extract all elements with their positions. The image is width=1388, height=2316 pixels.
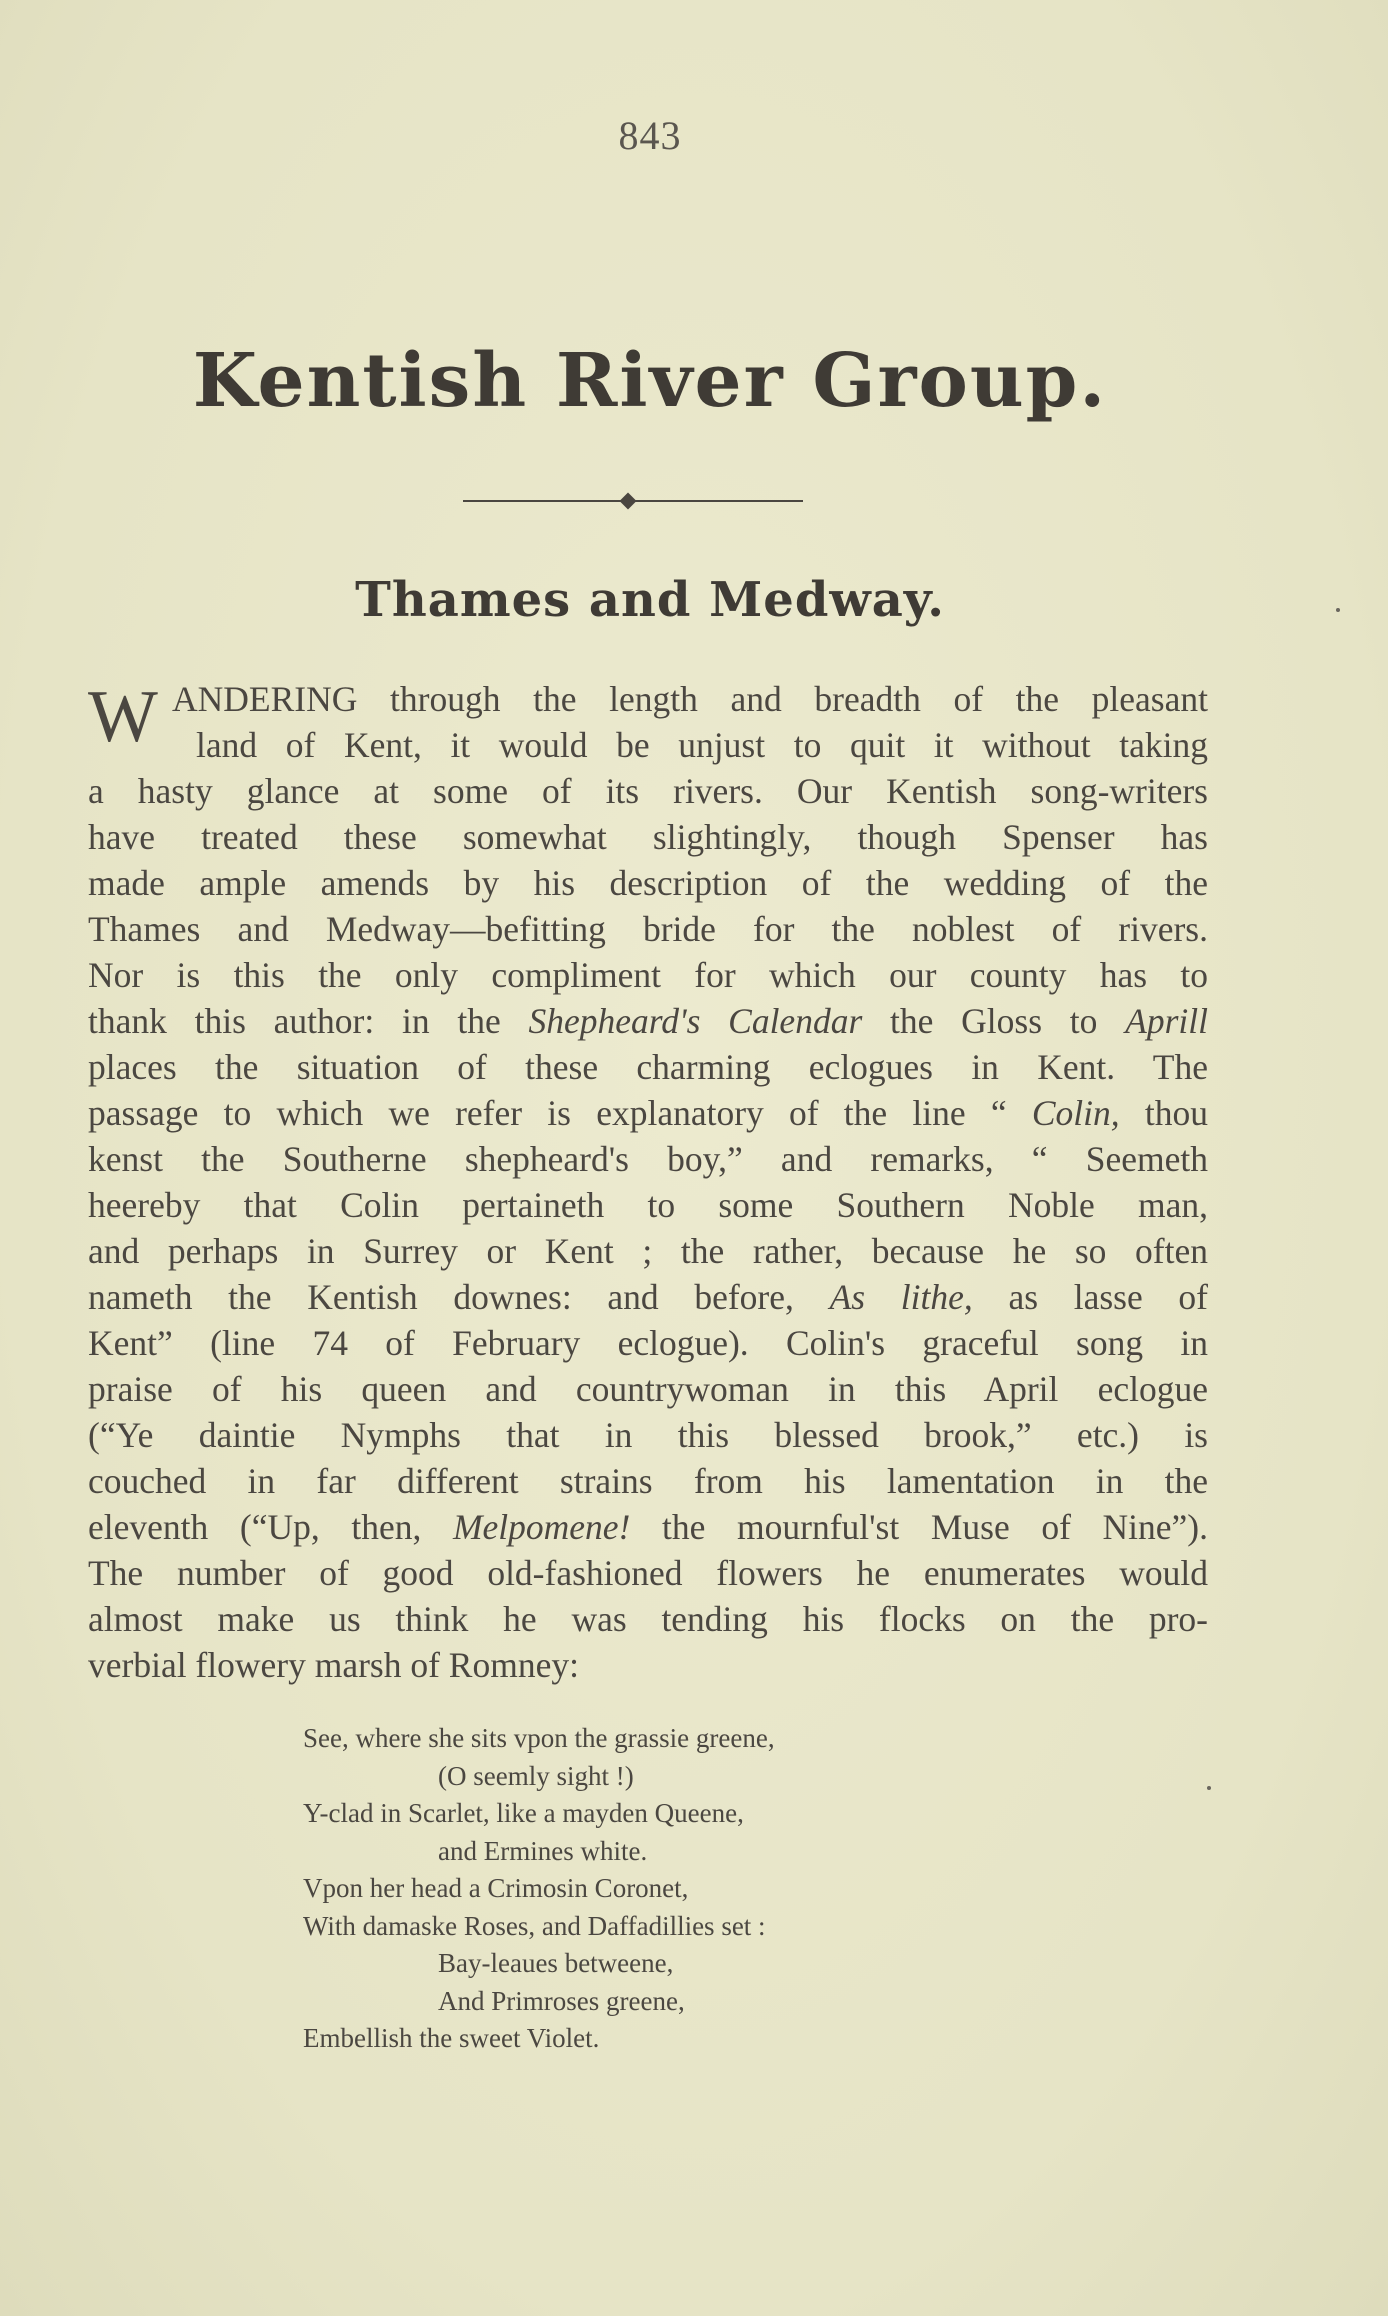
text-run: Thames and Medway—befitting bride for the noblest of rivers. bbox=[88, 909, 1208, 949]
italic-title: Shepheard's Calendar bbox=[528, 1001, 863, 1041]
text-run: almost make us think he was tending his flocks on the pro- bbox=[88, 1599, 1208, 1639]
poem-line: Vpon her head a Crimosin Coronet, bbox=[303, 1873, 689, 1903]
poem-line: Bay-leaues betweene, bbox=[438, 1948, 674, 1978]
poem-line: With damaske Roses, and Daffadillies set : bbox=[303, 1910, 766, 1941]
text-line bbox=[88, 952, 1208, 998]
poem-line: and Ermines white. bbox=[438, 1835, 648, 1866]
text-run: (“Ye daintie Nymphs that in this blessed brook,” etc.) is bbox=[88, 1415, 1208, 1455]
text-run: thank this author: in the bbox=[88, 1001, 529, 1041]
text-run: passage to which we refer is explanatory of the line “ bbox=[88, 1093, 1032, 1133]
text-run: have treated these somewhat slightingly, though Spenser has bbox=[88, 817, 1208, 857]
text-line bbox=[88, 1274, 1208, 1320]
poem-stanza bbox=[303, 1720, 1003, 2058]
italic-title: Melpomene! bbox=[452, 1507, 631, 1547]
text-run: eleventh (“Up, then, bbox=[88, 1507, 453, 1547]
chapter-title: Kentish River Group. bbox=[192, 338, 1108, 424]
text-run: a hasty glance at some of its rivers. Our Kentish song-writers bbox=[88, 771, 1208, 811]
text-line bbox=[88, 906, 1208, 952]
text-run: couched in far different strains from his lamentation in the bbox=[88, 1461, 1208, 1501]
section-title: Thames and Medway. bbox=[355, 572, 945, 628]
text-line bbox=[88, 1504, 1208, 1550]
text-run: and perhaps in Surrey or Kent ; the rather, because he so often bbox=[88, 1231, 1208, 1271]
text-run: praise of his queen and countrywoman in this April eclogue bbox=[88, 1369, 1208, 1409]
text-line bbox=[88, 1090, 1208, 1136]
text-run: heereby that Colin pertaineth to some Southern Noble man, bbox=[88, 1185, 1208, 1225]
text-line bbox=[88, 1136, 1208, 1182]
italic-title: Aprill bbox=[1125, 1001, 1208, 1041]
rule-ornament bbox=[620, 493, 637, 510]
text-line bbox=[88, 1320, 1208, 1366]
poem-line: Y-clad in Scarlet, like a mayden Queene, bbox=[303, 1798, 744, 1828]
text-line bbox=[88, 1458, 1208, 1504]
text-run: as lasse of bbox=[972, 1277, 1208, 1317]
text-line bbox=[88, 1228, 1208, 1274]
text-run: land of Kent, it would be unjust to quit it without taking bbox=[196, 725, 1208, 765]
paper-speck bbox=[1336, 608, 1340, 612]
text-line bbox=[88, 768, 1208, 814]
italic-title: As lithe, bbox=[829, 1277, 973, 1317]
text-run: places the situation of these charming eclogues in Kent. The bbox=[88, 1047, 1208, 1087]
text-line bbox=[88, 722, 1208, 768]
text-run: Kent” (line 74 of February eclogue). Colin's graceful song in bbox=[88, 1323, 1208, 1363]
text-line bbox=[88, 998, 1208, 1044]
text-line bbox=[88, 676, 1208, 722]
text-line bbox=[88, 1366, 1208, 1412]
text-line bbox=[88, 1044, 1208, 1090]
poem-line: And Primroses greene, bbox=[438, 1985, 685, 2016]
text-run: verbial flowery marsh of Romney: bbox=[88, 1645, 579, 1685]
drop-cap: W bbox=[88, 676, 158, 758]
text-line bbox=[88, 860, 1208, 906]
text-run: thou bbox=[1119, 1093, 1208, 1133]
text-line bbox=[88, 1596, 1208, 1642]
text-run: Nor is this the only compliment for which our county has to bbox=[88, 955, 1208, 995]
text-run: the mournful'st Muse of Nine”). bbox=[630, 1507, 1208, 1547]
poem-line: See, where she sits vpon the grassie greene, bbox=[303, 1723, 775, 1753]
text-line bbox=[88, 1182, 1208, 1228]
text-line bbox=[88, 1412, 1208, 1458]
text-run: made ample amends by his description of the wedding of the bbox=[88, 863, 1208, 903]
text-run: the Gloss to bbox=[862, 1001, 1126, 1041]
text-run: The number of good old-fashioned flowers he enumerates would bbox=[88, 1553, 1208, 1593]
italic-title: Colin, bbox=[1031, 1093, 1120, 1133]
poem-line: (O seemly sight !) bbox=[438, 1760, 634, 1791]
poem-line: Embellish the sweet Violet. bbox=[303, 2023, 600, 2053]
text-run: nameth the Kentish downes: and before, bbox=[88, 1277, 830, 1317]
text-line bbox=[88, 1642, 1208, 1688]
text-run: ANDERING through the length and breadth of the pleasant bbox=[172, 679, 1208, 719]
text-run: kenst the Southerne shepheard's boy,” and remarks, “ Seemeth bbox=[88, 1139, 1208, 1179]
page-number: 843 bbox=[618, 113, 682, 158]
text-line bbox=[88, 1550, 1208, 1596]
paper-speck bbox=[1207, 1786, 1211, 1790]
body-paragraph bbox=[88, 676, 1208, 1688]
text-line bbox=[88, 814, 1208, 860]
